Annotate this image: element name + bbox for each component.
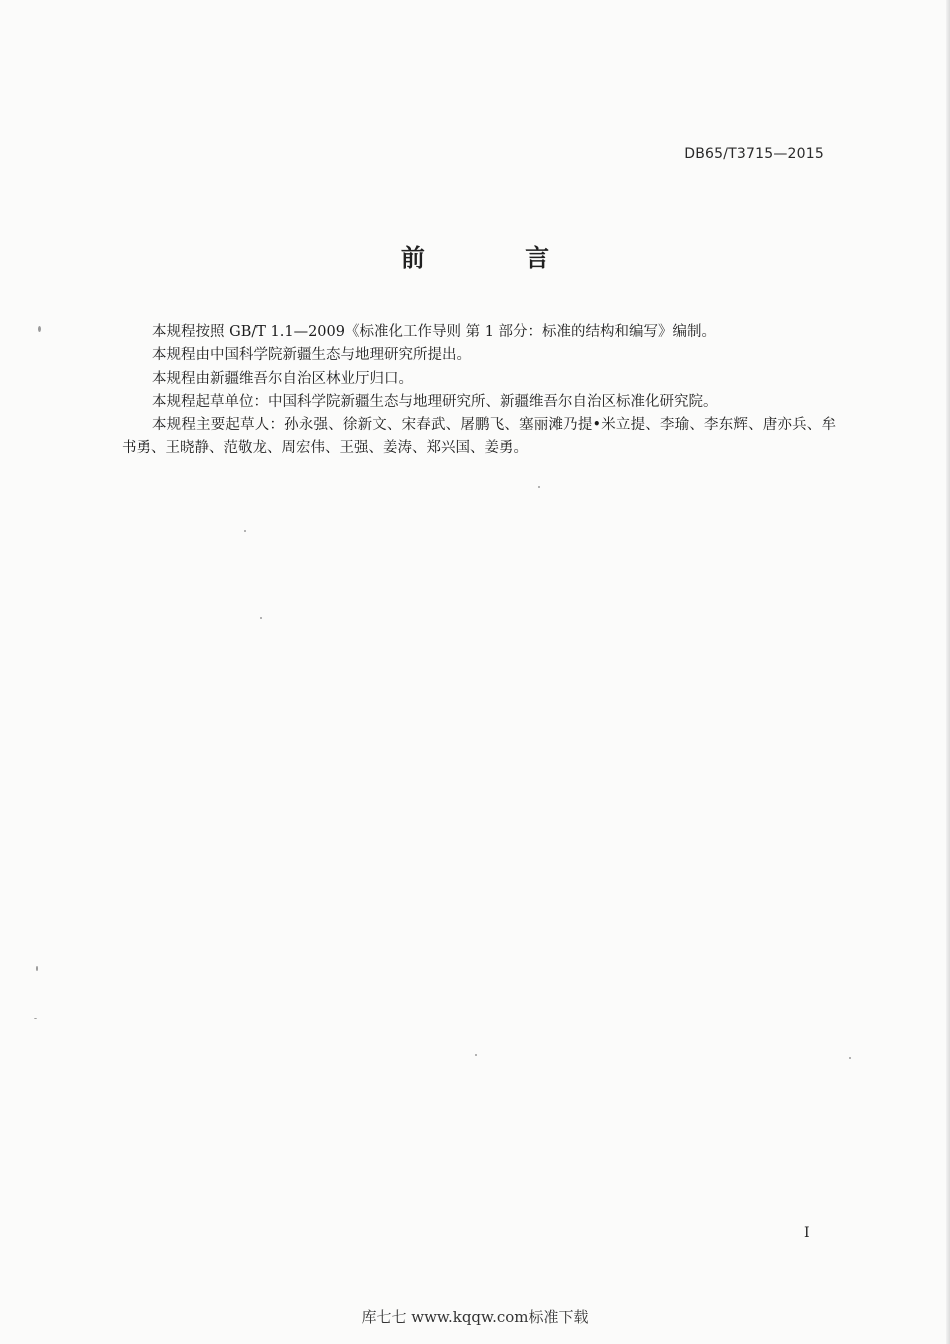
scan-speck xyxy=(38,326,41,332)
scan-speck xyxy=(36,966,38,971)
paragraph-drafting-units: 本规程起草单位：中国科学院新疆生态与地理研究所、新疆维吾尔自治区标准化研究院。 xyxy=(152,393,718,410)
scan-speck xyxy=(849,1057,851,1059)
paragraph-basis: 本规程按照 GB/T 1.1—2009《标准化工作导则 第 1 部分：标准的结构和编写》编制。 xyxy=(152,324,717,340)
paragraph-drafters: 本规程主要起草人：孙永强、徐新文、宋春武、屠鹏飞、塞丽滩乃提•米立提、李瑜、李东辉、唐亦兵、牟书勇、王晓静、范敬龙、周宏伟、王强、姜涛、郑兴国、姜勇。 xyxy=(122,417,836,457)
foreword-body xyxy=(122,321,836,461)
scan-speck xyxy=(475,1054,477,1056)
scan-speck xyxy=(260,617,262,619)
scan-edge-shadow xyxy=(946,0,950,1344)
paragraph-proposer: 本规程由中国科学院新疆生态与地理研究所提出。 xyxy=(152,347,471,364)
page-number: I xyxy=(804,1225,810,1241)
scan-speck xyxy=(244,530,246,532)
standard-code: DB65/T3715—2015 xyxy=(684,146,824,162)
scan-speck xyxy=(538,486,540,488)
watermark-link[interactable]: 库七七 www.kqqw.com标准下载 xyxy=(361,1308,589,1326)
paragraph-administrator: 本规程由新疆维吾尔自治区林业厅归口。 xyxy=(152,370,413,387)
scan-speck xyxy=(34,1018,37,1019)
section-title: 前 言 xyxy=(400,244,596,272)
